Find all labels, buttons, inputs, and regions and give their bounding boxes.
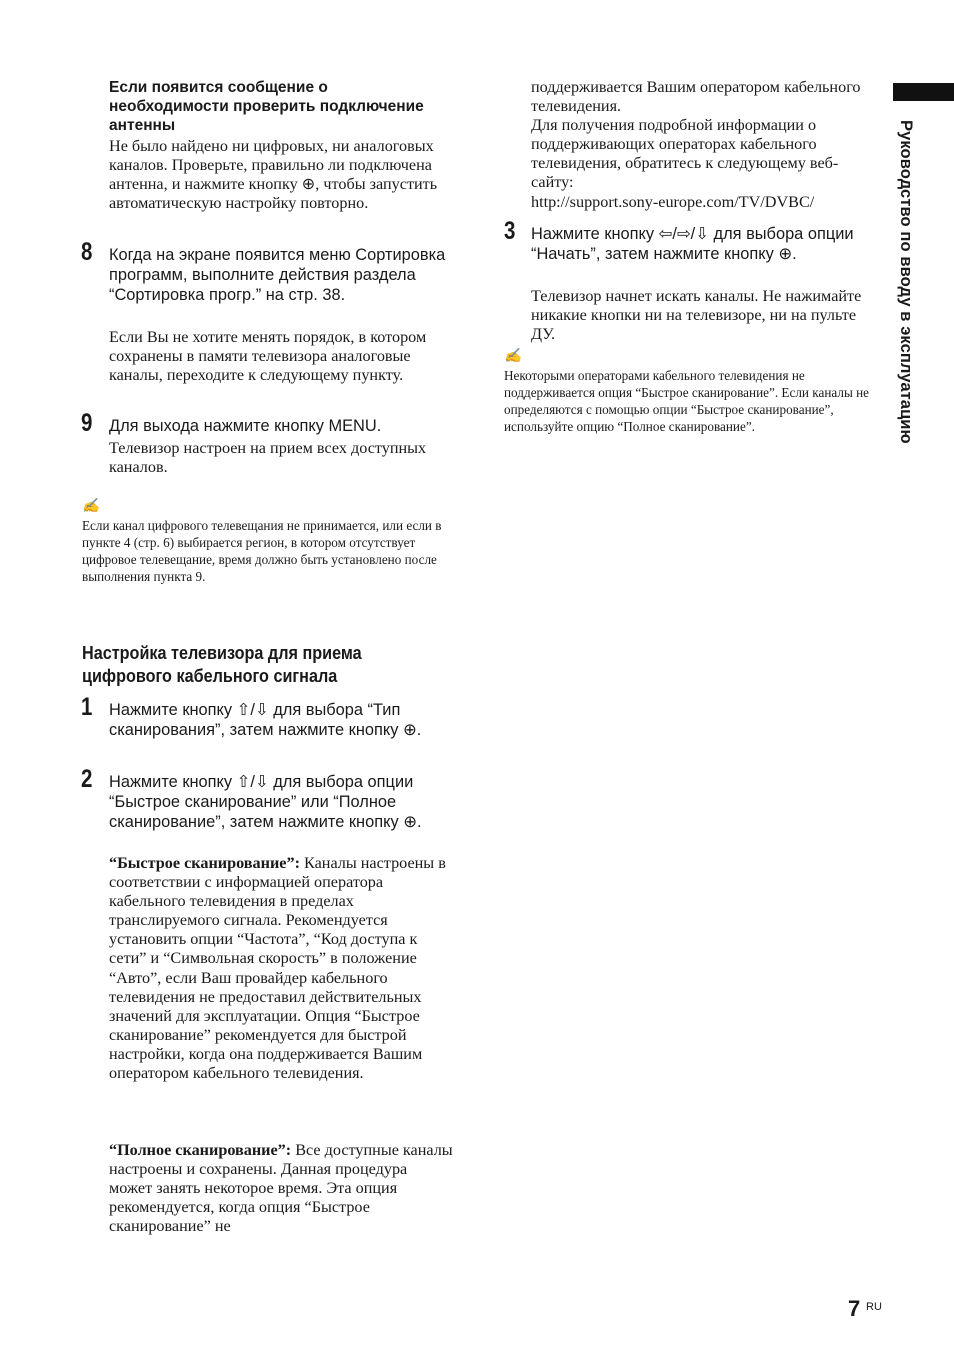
step-8-body: Если Вы не хотите менять порядок, в котором сохранены в памяти телевизора аналоговые каналы, переходите к следующему пункту. xyxy=(109,328,427,385)
quick-scan-label: “Быстрое сканирование”: xyxy=(109,854,300,872)
info-body: Для получения подробной информации о поддерживающих операторах кабельного телевидения, обратитесь к следующему веб-сайту: xyxy=(531,116,839,192)
step-8-text: Когда на экране появится меню Сортировка программ, выполните действия раздела “Сортировка прогр.” на стр. 38. xyxy=(109,246,446,304)
section-title: Настройка телевизора для приема цифрового кабельного сигнала xyxy=(82,643,362,686)
step-2-number: 2 xyxy=(81,765,93,793)
step-3-text: Нажмите кнопку ⇦/⇨/⇩ для выбора опции “Начать”, затем нажмите кнопку ⊕. xyxy=(531,225,854,263)
side-tab-marker xyxy=(893,83,954,101)
step-3-number: 3 xyxy=(504,217,516,245)
step-9-number: 9 xyxy=(81,409,93,437)
step-1-text: Нажмите кнопку ⇧/⇩ для выбора “Тип сканирования”, затем нажмите кнопку ⊕. xyxy=(109,701,422,739)
full-scan-body: Все доступные каналы настроены и сохранены. Данная процедура может занять некоторое время. Эта опция рекомендуется, когда опция “Быстрое сканирование” не xyxy=(109,1141,453,1236)
quick-scan-body: Каналы настроены в соответствии с информацией оператора кабельного телевидения в пределах транслируемого сигнала. Рекомендуется установить опции “Частота”, “Код доступа к сети” и “Символьная скорость” в положение “Авто”, если Ваш провайдер кабельного телевидения не предоставил действительных значений для эксплуатации. Опция “Быстрое сканирование” рекомендуется для быстрой настройки, когда она поддерживается Вашим оператором кабельного телевидения. xyxy=(109,854,446,1083)
full-scan-description xyxy=(109,1141,454,1236)
note-icon: ✍ xyxy=(504,349,522,364)
continued-body: поддерживается Вашим оператором кабельного телевидения. xyxy=(531,78,861,116)
quick-scan-description xyxy=(109,854,454,1083)
note-icon: ✍ xyxy=(82,499,100,514)
step-9-text: Для выхода нажмите кнопку MENU. xyxy=(109,417,382,435)
step-1-number: 1 xyxy=(81,693,93,721)
page-number: 7 xyxy=(848,1296,861,1321)
message-body: Не было найдено ни цифровых, ни аналоговых каналов. Проверьте, правильно ли подключена антенна, и нажмите кнопку ⊕, чтобы запустить автоматическую настройку повторно. xyxy=(109,137,438,213)
message-heading: Если появится сообщение о необходимости проверить подключение антенны xyxy=(109,79,424,134)
support-url[interactable]: http://support.sony-europe.com/TV/DVBC/ xyxy=(531,193,815,211)
full-scan-label: “Полное сканирование”: xyxy=(109,1141,292,1159)
page-language: RU xyxy=(866,1301,882,1313)
step-8-number: 8 xyxy=(81,238,93,266)
note-text: Если канал цифрового телевещания не принимается, или если в пункте 4 (стр. 6) выбирается регион, в котором отсутствует цифровое телевещание, время должно быть установлено после выполнения пункта 9. xyxy=(82,518,442,584)
step-9-body: Телевизор настроен на прием всех доступных каналов. xyxy=(109,439,427,477)
side-tab-label: Руководство по вводу в эксплуатацию xyxy=(897,120,915,444)
step-3-body: Телевизор начнет искать каналы. Не нажимайте никакие кнопки ни на телевизоре, ни на пульте ДУ. xyxy=(531,287,862,344)
step-2-text: Нажмите кнопку ⇧/⇩ для выбора опции “Быстрое сканирование” или “Полное сканирование”, затем нажмите кнопку ⊕. xyxy=(109,773,422,831)
note-text: Некоторыми операторами кабельного телевидения не поддерживается опция “Быстрое сканирование”. Если каналы не определяются с помощью опции “Быстрое сканирование”, используйте опцию “Полное сканирование”. xyxy=(504,368,870,434)
